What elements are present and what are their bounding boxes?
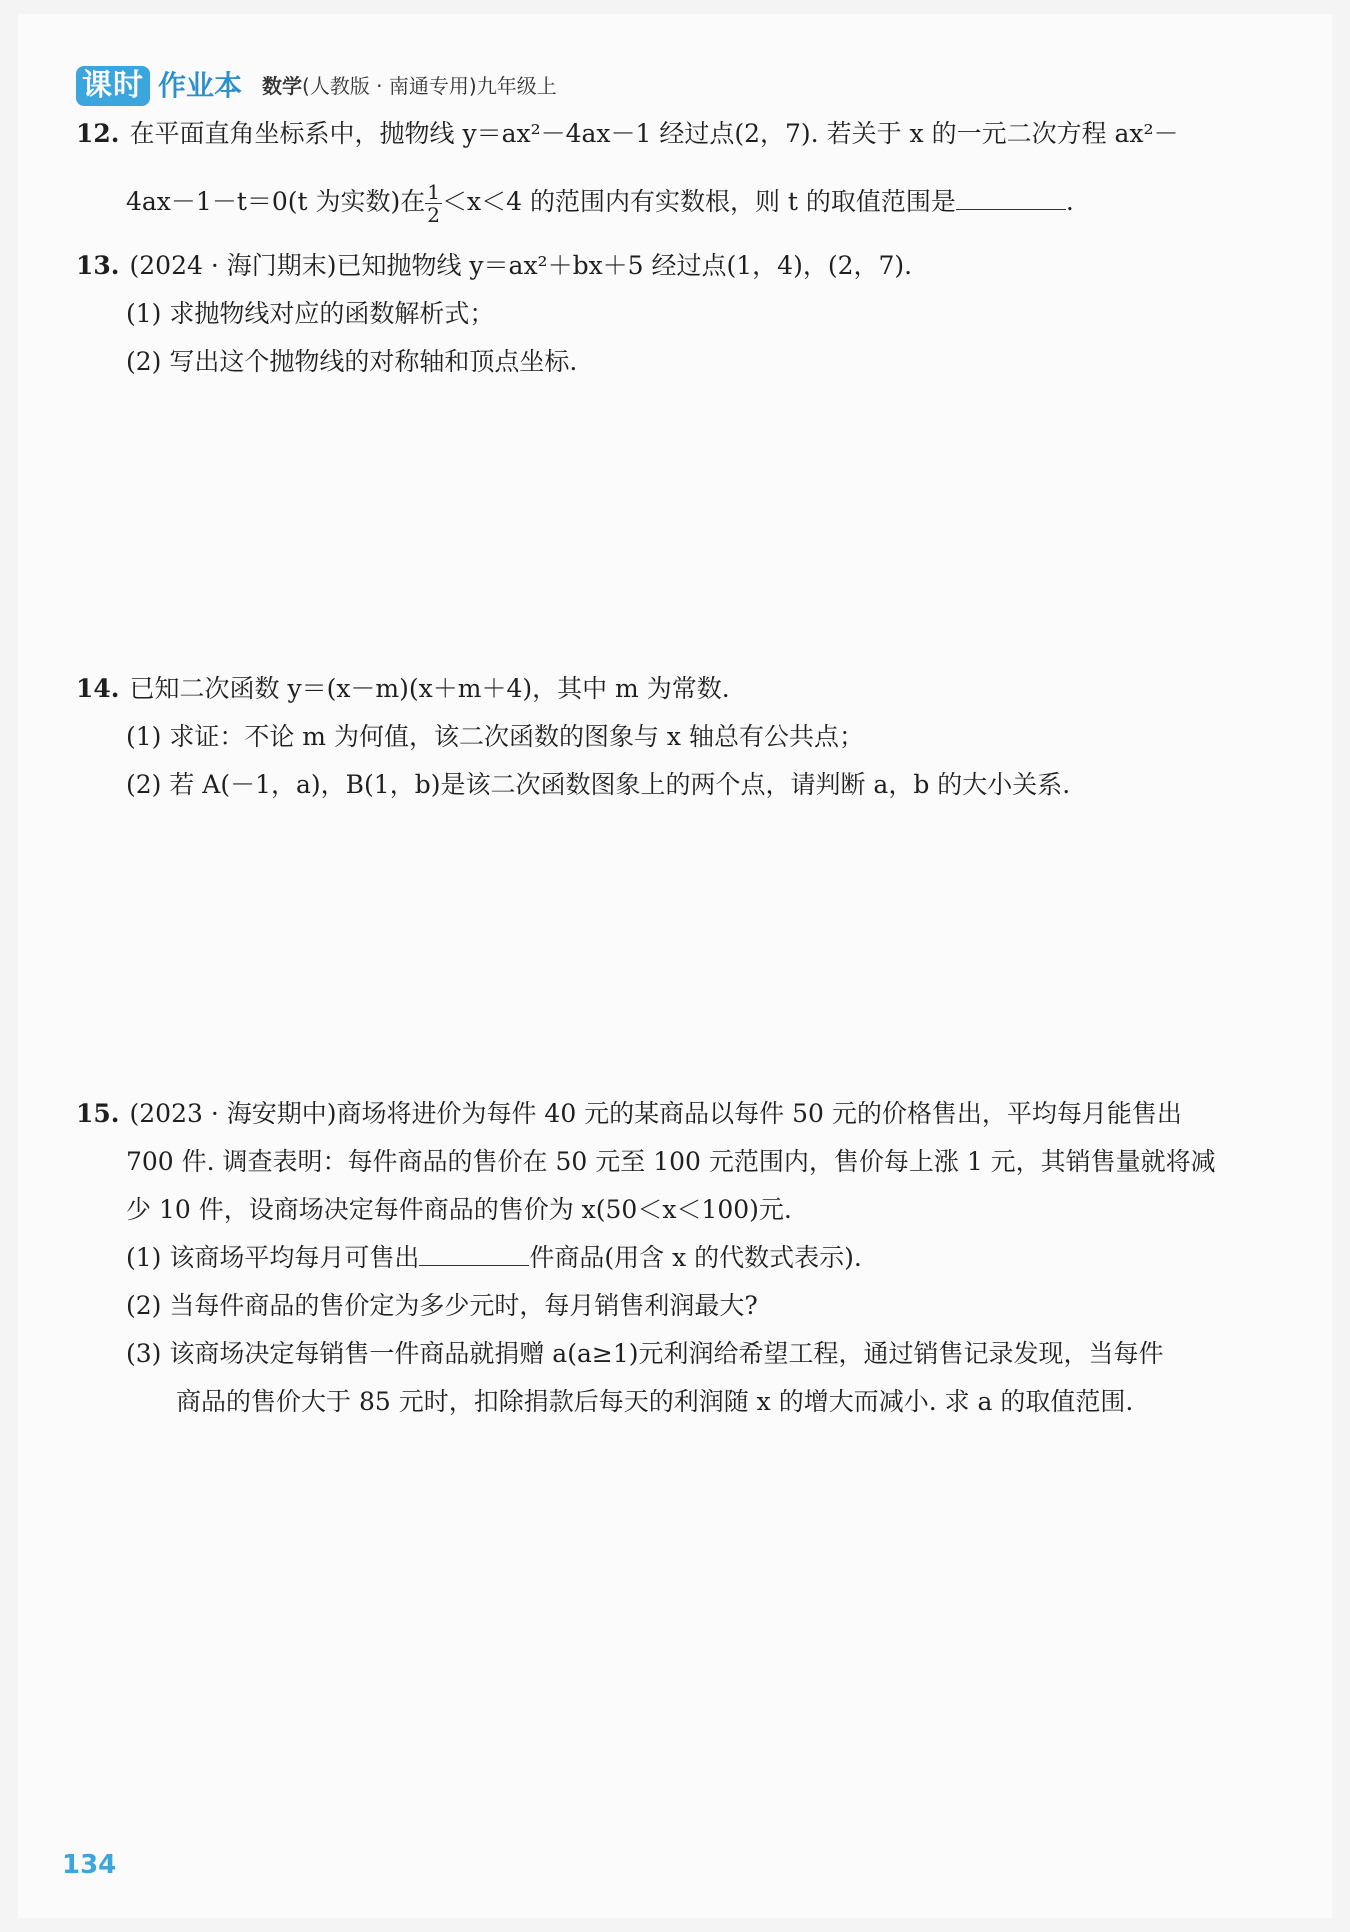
question-14 [76, 665, 1256, 809]
answer-blank[interactable] [419, 1235, 529, 1266]
logo-box: 课时 [76, 66, 150, 106]
fraction-numerator: 1 [427, 180, 441, 204]
question-number: 12. [76, 119, 120, 148]
q15-sub1b: 件商品(用含 x 的代数式表示). [529, 1243, 862, 1272]
question-number: 14. [76, 674, 120, 703]
question-12 [76, 110, 1256, 226]
question-13 [76, 242, 1256, 386]
q15-line3: 少 10 件，设商场决定每件商品的售价为 x(50＜x＜100)元. [126, 1195, 792, 1224]
q15-line2: 700 件. 调查表明：每件商品的售价在 50 元至 100 元范围内，售价每上涨 1 元，其销售量就将减 [126, 1147, 1216, 1176]
q12-line2b: ＜x＜4 的范围内有实数根，则 t 的取值范围是 [442, 187, 956, 216]
q15-line1: (2023 · 海安期中)商场将进价为每件 40 元的某商品以每件 50 元的价格售出，平均每月能售出 [129, 1099, 1182, 1128]
q12-line2-end: . [1065, 187, 1074, 216]
q13-line1: (2024 · 海门期末)已知抛物线 y＝ax²＋bx＋5 经过点(1，4)，(2，7). [129, 251, 913, 280]
question-15 [76, 1090, 1256, 1426]
q15-sub2: (2) 当每件商品的售价定为多少元时，每月销售利润最大? [126, 1291, 758, 1320]
q13-sub1: (1) 求抛物线对应的函数解析式； [126, 299, 495, 328]
question-number: 13. [76, 251, 120, 280]
q15-sub1a: (1) 该商场平均每月可售出 [126, 1243, 420, 1272]
q12-line2a: 4ax－1－t＝0(t 为实数)在 [126, 187, 426, 216]
header [76, 62, 557, 106]
fraction-denominator: 2 [427, 203, 441, 227]
subject-label [262, 66, 557, 106]
q13-sub2: (2) 写出这个抛物线的对称轴和顶点坐标. [126, 347, 578, 376]
q14-sub2: (2) 若 A(－1，a)，B(1，b)是该二次函数图象上的两个点，请判断 a，b 的大小关系. [126, 770, 1071, 799]
q14-line1: 已知二次函数 y＝(x－m)(x＋m＋4)，其中 m 为常数. [129, 674, 730, 703]
q15-sub3a: (3) 该商场决定每销售一件商品就捐赠 a(a≥1)元利润给希望工程，通过销售记录发现，当每件 [126, 1339, 1164, 1368]
logo-text: 作业本 [158, 69, 243, 102]
fraction [425, 181, 442, 226]
q14-sub1: (1) 求证：不论 m 为何值，该二次函数的图象与 x 轴总有公共点； [126, 722, 864, 751]
subject-bold: 数学 [262, 74, 303, 98]
question-number: 15. [76, 1099, 120, 1128]
page-number: 134 [62, 1850, 117, 1880]
answer-blank[interactable] [956, 179, 1066, 210]
subject-rest: (人教版 · 南通专用)九年级上 [302, 74, 557, 98]
q15-sub3b: 商品的售价大于 85 元时，扣除捐款后每天的利润随 x 的增大而减小. 求 a 的取值范围. [176, 1387, 1134, 1416]
q12-line1: 在平面直角坐标系中，抛物线 y＝ax²－4ax－1 经过点(2，7). 若关于 x 的一元二次方程 ax²－ [129, 119, 1179, 148]
